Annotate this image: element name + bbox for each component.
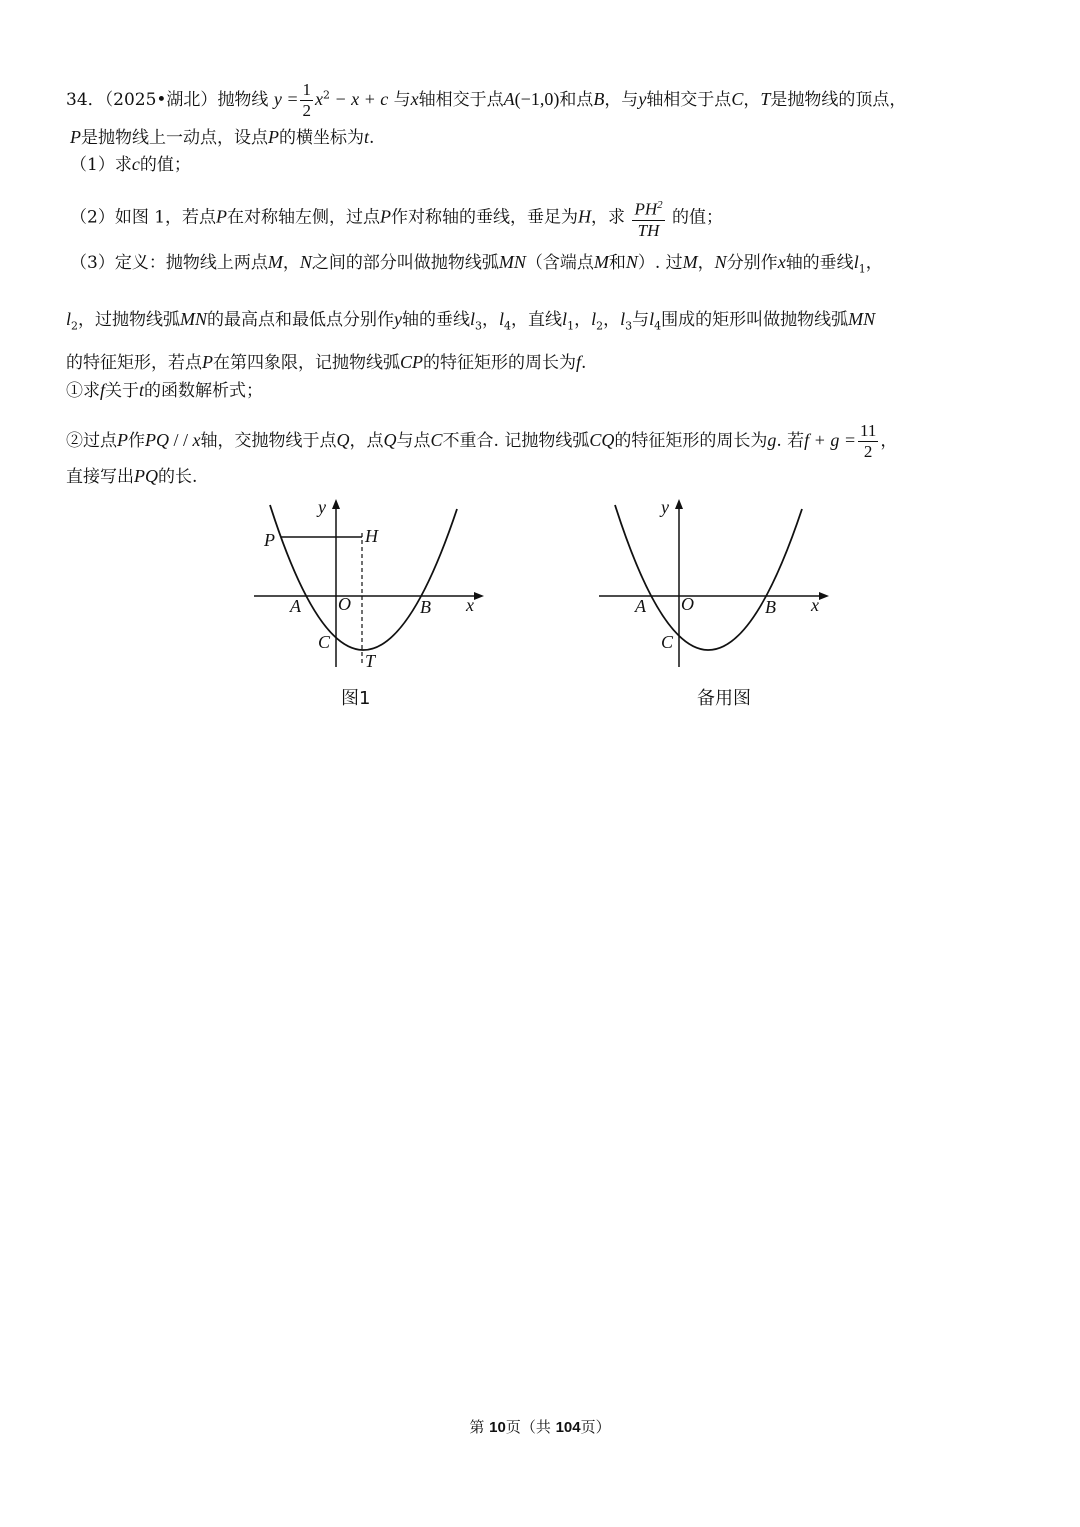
subscript: 4 [504,319,512,333]
frac-num-text: PH [634,199,658,219]
arc-MN: MN [848,309,876,329]
text: 轴的垂线 [402,310,471,330]
fraction-one-half [300,80,313,121]
text: 的特征矩形，若点 [66,353,202,373]
text: 页（共 [505,1418,556,1436]
text: 与 [393,90,411,110]
question-3-part-2 [66,421,897,462]
text: 是抛物线的顶点， [770,90,907,110]
figure-backup [585,495,845,675]
var-y: y [638,89,647,109]
fraction-ph2-over-th [632,195,664,241]
point-C: C [731,89,744,109]
question-1 [70,152,191,177]
text: 的长. [158,467,198,487]
text: ，点 [349,431,384,451]
equation-tail: − x + c [329,89,389,109]
point-P: P [380,206,392,227]
text: ， [865,253,883,273]
point-T: T [760,89,771,109]
equation-f-plus-g: f + g = [804,430,856,450]
segment-PQ: PQ [145,430,169,450]
point-N: N [299,252,312,272]
parallel-sign: / / [169,430,193,450]
label-y: y [318,497,326,517]
arc-CQ: CQ [589,430,615,450]
text: 抛物线 [217,90,269,110]
frac-num: 11 [859,421,877,440]
y-axis-arrow [332,499,340,509]
question-3-part-3 [66,464,197,489]
label-y: y [661,497,669,517]
frac-den: TH [637,220,660,240]
text: ，求 [591,207,626,228]
text: ，过抛物线弧 [78,310,181,330]
label-H: H [365,526,378,546]
arc-MN: MN [180,309,208,329]
text: 直接写出 [66,467,134,487]
text: ）. 过 [637,253,683,273]
subscript: 1 [858,262,866,276]
var-x: x [192,430,201,450]
text: 的值； [672,207,724,228]
text: 关于 [105,381,140,401]
text: 轴，交抛物线于点 [200,431,337,451]
text: ， [482,310,500,330]
text: （3）定义：抛物线上两点 [70,253,268,273]
page-number: 10 [489,1419,506,1436]
var-x: x [410,89,419,109]
y-axis-arrow [675,499,683,509]
exponent: 2 [657,199,663,211]
point-M: M [267,252,283,272]
point-A: A [503,89,515,109]
equation-lhs: y = [273,89,299,109]
parabola-curve [615,505,802,650]
subscript: 1 [567,319,575,333]
frac-num [632,195,664,221]
segment-PQ: PQ [134,466,158,486]
text: 是抛物线上一动点，设点 [81,128,268,148]
text: ， [880,431,898,451]
subscript: 3 [625,319,633,333]
var-c: c [131,154,140,174]
text: 的特征矩形的周长为 [423,353,577,373]
stem-line-2 [70,125,374,150]
line-l2: l [591,309,597,329]
text: 的值； [139,155,191,175]
text: ， [603,310,621,330]
label-T: T [365,651,376,671]
stem-line-1 [66,80,906,121]
point-P: P [216,206,228,227]
text: ，与 [604,90,639,110]
var-f: f [576,352,582,372]
arc-CP: CP [400,352,424,372]
var-g: g [767,430,777,450]
point-P: P [202,352,213,372]
label-A: A [290,596,301,616]
point-Q: Q [336,430,350,450]
line-l2: l [66,309,72,329]
text: （含端点 [525,253,594,273]
text: ， [574,310,592,330]
line-l1: l [562,309,568,329]
x-axis-arrow [474,592,484,600]
frac-den: 2 [302,101,311,120]
text: 第 [469,1418,490,1436]
var-y: y [394,309,403,329]
text: 作 [128,431,145,451]
text: 页） [580,1418,611,1436]
text: 之间的部分叫做抛物线弧 [311,253,499,273]
text: 的特征矩形的周长为 [614,431,768,451]
line-l4: l [649,309,655,329]
point-P: P [117,430,128,450]
line-l1: l [853,252,859,272]
subscript: 4 [654,319,662,333]
text: 作对称轴的垂线，垂足为 [391,207,579,228]
text: ， [697,253,715,273]
text: 轴相交于点 [646,90,732,110]
line-l3: l [620,309,626,329]
subscript: 3 [475,319,483,333]
frac-num: 1 [302,80,311,99]
text: 的函数解析式； [144,381,264,401]
question-3-line-1 [70,250,883,281]
text: ①求 [66,381,100,401]
text: 与 [632,310,650,330]
line-l4: l [499,309,505,329]
question-3-line-3 [66,350,586,375]
text: . [369,128,375,148]
point-N: N [714,252,727,272]
label-P: P [264,530,275,550]
subscript: 2 [71,319,79,333]
question-2 [70,195,723,241]
text: ， [282,253,300,273]
total-pages: 104 [555,1419,581,1436]
point-N: N [625,252,638,272]
var-t: t [139,380,145,400]
page-footer [0,1416,1080,1437]
problem-number: 34． [66,90,105,110]
text: 和点 [559,90,594,110]
text: 与点 [396,431,431,451]
point-H: H [578,206,592,227]
question-3-line-2 [66,307,875,338]
point-M: M [593,252,609,272]
text: 分别作 [726,253,778,273]
text: . [581,353,587,373]
text: （1）求 [70,155,132,175]
line-l3: l [470,309,476,329]
point-P: P [268,127,279,147]
text: 围成的矩形叫做抛物线弧 [661,310,849,330]
point-B: B [593,89,605,109]
subscript: 2 [596,319,604,333]
figure-1-caption: 图1 [341,688,371,709]
text: 和 [608,253,626,273]
point-A-coord: (−1,0) [514,89,560,109]
fraction-eleven-halves [858,421,878,462]
figure-1 [240,495,500,675]
label-C: C [318,632,331,652]
text: 轴的垂线 [785,253,854,273]
label-x: x [811,595,819,615]
frac-den: 2 [863,442,873,461]
label-B: B [420,597,431,617]
var-f: f [100,380,106,400]
exponent: 2 [322,88,330,102]
label-B: B [765,597,776,617]
label-C: C [661,632,674,652]
label-O: O [338,594,351,614]
text: 轴相交于点 [418,90,504,110]
figure-backup-caption: 备用图 [697,688,751,709]
text: 在第四象限，记抛物线弧 [213,353,400,373]
text: 的最高点和最低点分别作 [207,310,395,330]
text: （2）如图 1，若点 [70,207,217,228]
text: ， [743,90,761,110]
text: ②过点 [66,431,117,451]
label-A: A [635,596,646,616]
point-P: P [70,127,81,147]
text: 不重合. 记抛物线弧 [442,431,590,451]
text: ，直线 [511,310,563,330]
text: 的横坐标为 [279,128,364,148]
var-x: x [777,252,786,272]
arc-MN: MN [498,252,526,272]
question-3-part-1 [66,378,263,403]
parabola-curve [270,505,457,650]
equation-x: x [314,89,323,109]
text: . 若 [776,431,805,451]
problem-source: （2025•湖北） [104,90,218,110]
point-Q: Q [383,430,397,450]
point-C: C [430,430,443,450]
point-M: M [682,252,698,272]
label-O: O [681,594,694,614]
text: 在对称轴左侧，过点 [227,207,381,228]
var-t: t [364,127,370,147]
label-x: x [466,595,474,615]
x-axis-arrow [819,592,829,600]
